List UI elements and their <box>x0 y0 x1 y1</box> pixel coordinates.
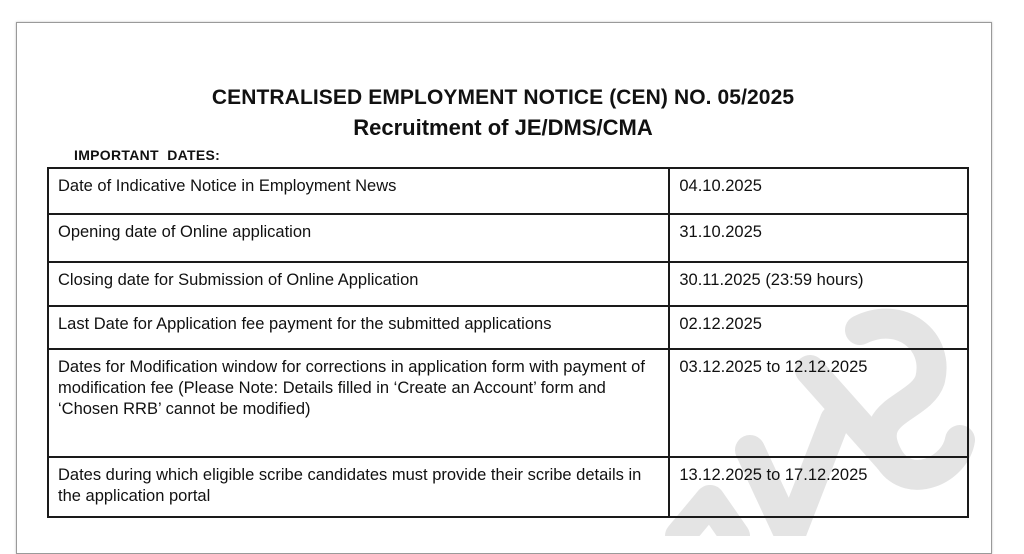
date-cell: 04.10.2025 <box>669 168 968 214</box>
notice-title: CENTRALISED EMPLOYMENT NOTICE (CEN) NO. 05/2025 <box>211 86 795 109</box>
date-cell: 03.12.2025 to 12.12.2025 <box>669 349 968 457</box>
event-cell: Dates during which eligible scribe candidates must provide their scribe details in the application portal <box>48 457 669 517</box>
notice-subtitle: Recruitment of JE/DMS/CMA <box>353 115 653 140</box>
date-cell: 31.10.2025 <box>669 214 968 262</box>
date-cell: 30.11.2025 (23:59 hours) <box>669 262 968 306</box>
table-row <box>48 168 968 214</box>
table-row <box>48 214 968 262</box>
event-cell: Last Date for Application fee payment for the submitted applications <box>48 306 669 349</box>
event-cell: Dates for Modification window for corrections in application form with payment of modification fee (Please Note: Details filled in ‘Create an Account’ form and ‘Chosen RRB’ cannot be modified) <box>48 349 669 457</box>
table-row <box>48 349 968 457</box>
important-dates-table <box>47 167 969 518</box>
table-row <box>48 306 968 349</box>
event-cell: Closing date for Submission of Online Application <box>48 262 669 306</box>
event-cell: Opening date of Online application <box>48 214 669 262</box>
date-cell: 02.12.2025 <box>669 306 968 349</box>
table-row <box>48 262 968 306</box>
date-cell: 13.12.2025 to 17.12.2025 <box>669 457 968 517</box>
table-row <box>48 457 968 517</box>
event-cell: Date of Indicative Notice in Employment News <box>48 168 669 214</box>
important-dates-label: IMPORTANT DATES: <box>74 147 221 163</box>
